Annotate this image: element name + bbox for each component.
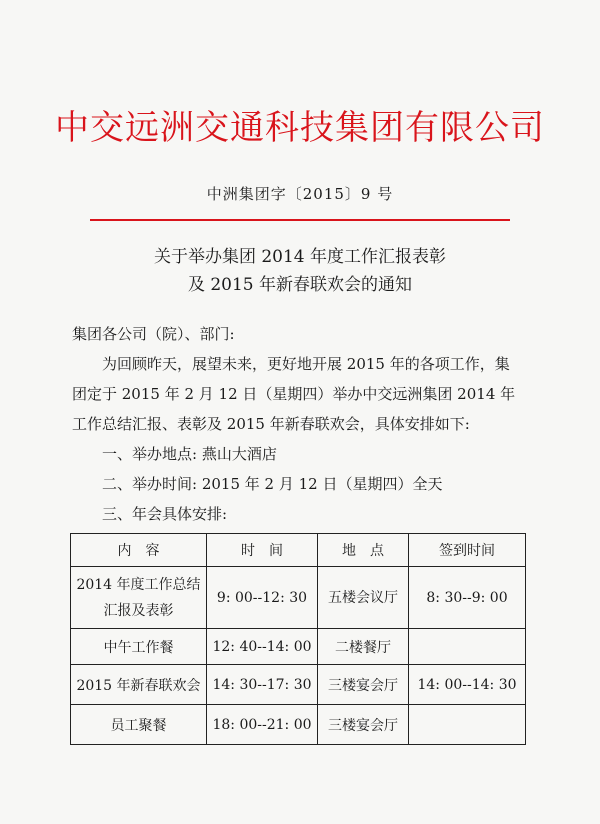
table-row (71, 665, 526, 705)
notice-title-line1: 关于举办集团 2014 年度工作汇报表彰 (153, 247, 447, 267)
table-row (71, 629, 526, 665)
cell-checkin: 14: 00--14: 30 (409, 665, 526, 705)
cell-checkin (409, 705, 526, 745)
cell-time: 14: 30--17: 30 (207, 665, 318, 705)
item-date: 二、举办时间: 2015 年 2 月 12 日（星期四）全天 (102, 475, 443, 493)
cell-content: 员工聚餐 (71, 705, 207, 745)
cell-checkin (409, 629, 526, 665)
column-header-content: 内 容 (71, 534, 207, 567)
item-schedule-heading: 三、年会具体安排: (102, 505, 228, 523)
cell-content (71, 567, 207, 629)
item-venue: 一、举办地点: 燕山大酒店 (102, 445, 277, 463)
table-row (71, 705, 526, 745)
cell-place: 二楼餐厅 (318, 629, 409, 665)
salutation: 集团各公司（院）、部门: (72, 325, 235, 343)
cell-place: 五楼会议厅 (318, 567, 409, 629)
cell-content: 2015 年新春联欢会 (71, 665, 207, 705)
column-header-place: 地 点 (318, 534, 409, 567)
cell-time: 18: 00--21: 00 (207, 705, 318, 745)
table-row (71, 567, 526, 629)
cell-checkin: 8: 30--9: 00 (409, 567, 526, 629)
notice-title (0, 243, 600, 299)
column-header-time: 时 间 (207, 534, 318, 567)
cell-content-line2: 汇报及表彰 (103, 602, 174, 619)
company-letterhead: 中交远洲交通科技集团有限公司 (55, 108, 545, 148)
notice-body (72, 319, 522, 529)
schedule-table (70, 533, 526, 745)
column-header-checkin: 签到时间 (409, 534, 526, 567)
cell-place: 三楼宴会厅 (318, 665, 409, 705)
cell-content: 中午工作餐 (71, 629, 207, 665)
cell-time: 12: 40--14: 00 (207, 629, 318, 665)
document-number: 中洲集团字〔2015〕9 号 (206, 185, 394, 203)
red-divider-line (90, 219, 510, 221)
table-header-row (71, 534, 526, 567)
cell-content-line1: 2014 年度工作总结 (76, 576, 201, 593)
cell-place: 三楼宴会厅 (318, 705, 409, 745)
notice-title-line2: 及 2015 年新春联欢会的通知 (187, 275, 413, 295)
intro-paragraph: 为回顾昨天，展望未来，更好地开展 2015 年的各项工作，集团定于 2015 年 2 月 12 日（星期四）举办中交远洲集团 2014 年工作总结汇报、表彰及 2015 年新春联欢会，具体安排如下: (72, 355, 516, 433)
cell-time: 9: 00--12: 30 (207, 567, 318, 629)
